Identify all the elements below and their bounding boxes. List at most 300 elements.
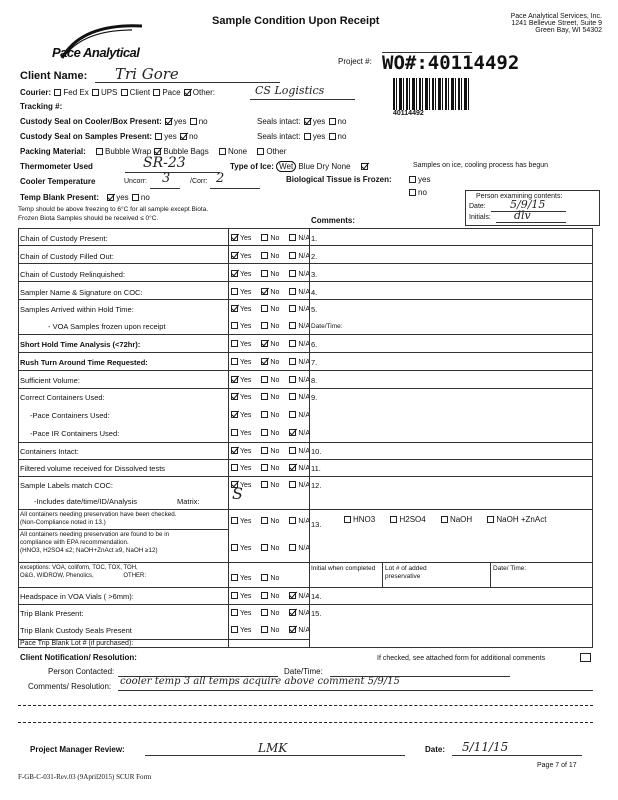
matrix-label: Matrix:	[177, 497, 200, 506]
row-15a-na-checkbox[interactable]	[289, 609, 296, 616]
courier-other-label: Other:	[192, 88, 216, 97]
row-10-num: 10.	[311, 447, 322, 456]
row-14-na-label: N/A	[298, 592, 311, 600]
row-9a-na-label: N/A	[298, 411, 311, 419]
company-city: Green Bay, WI 54302	[535, 27, 602, 34]
row-13b-options	[230, 544, 319, 552]
seal-cooler-intact-yes-checkbox[interactable]	[304, 118, 311, 125]
row-volume-options	[230, 376, 319, 384]
packing-label: Packing Material:	[20, 147, 86, 156]
row-9-yes-checkbox[interactable]	[231, 393, 238, 400]
courier-fedex-checkbox[interactable]	[54, 89, 61, 96]
seal-cooler-intact-no-label: no	[337, 117, 347, 126]
row-9b-yes-label: Yes	[240, 429, 252, 437]
temp-blank-yes-checkbox[interactable]	[107, 194, 114, 201]
row-labels-match-label: Sample Labels match COC:	[20, 481, 113, 490]
row-1-na-checkbox[interactable]	[289, 234, 296, 241]
pres-line-4: compliance with EPA recommendation.	[20, 538, 129, 546]
ice-note: Samples on ice, cooling process has begun	[413, 162, 549, 169]
seal-samples-intact-yes-label: yes	[312, 132, 326, 141]
tracking-label: Tracking #:	[20, 102, 63, 111]
courier-client-label: Client	[129, 88, 151, 97]
row-9-num: 9.	[311, 393, 318, 402]
seal-cooler-label: Custody Seal on Cooler/Box Present:	[20, 117, 162, 126]
seal-cooler-intact-yes-label: yes	[312, 117, 326, 126]
exceptions-line-1: exceptions: VOA, coliform, TOC, TOX, TOH,	[20, 565, 138, 571]
packing-other-label: Other	[266, 147, 287, 156]
row-15a-no-checkbox[interactable]	[261, 609, 268, 616]
row-15a-no-label: No	[270, 609, 280, 617]
seal-samples-intact-label: Seals intact:	[257, 132, 301, 141]
row-3-na-label: N/A	[298, 270, 311, 278]
examiner-label: Person examining contents:	[476, 193, 563, 200]
row-10-yes-label: Yes	[240, 447, 252, 455]
row-11-yes-label: Yes	[240, 464, 252, 472]
exceptions-datetime: Date/ Time:	[493, 565, 527, 572]
row-3-yes-label: Yes	[240, 270, 252, 278]
row-15b-na-checkbox[interactable]	[289, 626, 296, 633]
pm-date-value[interactable]: 5/11/15	[462, 740, 509, 754]
row-9-no-checkbox[interactable]	[261, 393, 268, 400]
row-9a-yes-label: Yes	[240, 411, 252, 419]
seal-cooler-no-checkbox[interactable]	[190, 118, 197, 125]
row-2-yes-checkbox[interactable]	[231, 252, 238, 259]
row-10-no-label: No	[270, 447, 280, 455]
row-9-na-checkbox[interactable]	[289, 393, 296, 400]
row-5-na-checkbox[interactable]	[289, 305, 296, 312]
row-coc-present-label: Chain of Custody Present:	[20, 234, 108, 243]
project-label: Project #:	[338, 57, 372, 66]
row-5-yes-label: Yes	[240, 305, 252, 313]
row-5-no-checkbox[interactable]	[261, 305, 268, 312]
row-coc-filled-options	[230, 252, 319, 260]
row-7-no-label: No	[270, 358, 280, 366]
row-4-no-checkbox[interactable]	[261, 288, 268, 295]
seal-cooler-intact-no-checkbox[interactable]	[329, 118, 336, 125]
row-containers-intact-options	[230, 447, 322, 456]
wo-number: WO#:40114492	[382, 52, 520, 74]
row-12-na-checkbox[interactable]	[289, 481, 296, 488]
row-hold-time-label: Samples Arrived within Hold Time:	[20, 305, 134, 314]
row-trip-lot-label: Pace Trip Blank Lot # (if purchased):	[20, 640, 134, 647]
row-2-no-checkbox[interactable]	[261, 252, 268, 259]
pres-line-1: All containers needing preservation have been checked.	[20, 511, 177, 518]
row-sampler-name-options	[230, 288, 319, 296]
row-11-no-checkbox[interactable]	[261, 464, 268, 471]
bio-frozen-label: Biological Tissue is Frozen:	[286, 175, 392, 184]
row-10-na-checkbox[interactable]	[289, 447, 296, 454]
packing-bubble-bags-label: Bubble Bags	[163, 147, 209, 156]
row-13a-no-label: No	[270, 517, 280, 525]
row-13b-yes-checkbox[interactable]	[231, 544, 238, 551]
row-15b-no-label: No	[270, 626, 280, 634]
row-4-num: 4.	[311, 288, 318, 297]
row-1-no-checkbox[interactable]	[261, 234, 268, 241]
comments-resolution-label: Comments/ Resolution:	[28, 682, 112, 691]
corr-value[interactable]: 2	[216, 171, 225, 186]
comments-resolution-value[interactable]: cooler temp 3 all temps acquire above comment 5/9/15	[120, 676, 400, 687]
row-5-yes-checkbox[interactable]	[231, 305, 238, 312]
row-9a-na-checkbox[interactable]	[289, 411, 296, 418]
row-13b-no-checkbox[interactable]	[261, 544, 268, 551]
temp-blank-no-label: no	[140, 193, 150, 202]
seal-samples-intact-no-label: no	[337, 132, 347, 141]
row-13a-options	[230, 517, 319, 525]
uncorr-label: Uncorr:	[124, 178, 147, 185]
ice-wet-option[interactable]: Wet	[276, 161, 296, 172]
row-1-yes-checkbox[interactable]	[231, 234, 238, 241]
examiner-date-value[interactable]: 5/9/15	[510, 198, 546, 211]
thermometer-value[interactable]: SR-23	[143, 155, 186, 171]
courier-ups-checkbox[interactable]	[92, 89, 99, 96]
seal-cooler-intact-label: Seals intact:	[257, 117, 301, 126]
pres-naoh-checkbox[interactable]	[441, 516, 448, 523]
row-voa-frozen-label: - VOA Samples frozen upon receipt	[48, 322, 166, 331]
row-9b-yes-checkbox[interactable]	[231, 429, 238, 436]
row-coc-relinquished-options	[230, 270, 319, 278]
row-trip-blank-label: Trip Blank Present:	[20, 609, 84, 618]
row-13a-na-label: N/A	[298, 517, 311, 525]
packing-bubble-wrap-label: Bubble Wrap	[105, 147, 152, 156]
temp-blank-no-checkbox[interactable]	[132, 194, 139, 201]
row-2-no-label: No	[270, 252, 280, 260]
ice-type-label: Type of Ice:	[230, 162, 274, 171]
row-short-hold-options	[230, 340, 319, 348]
row-4-na-checkbox[interactable]	[289, 288, 296, 295]
seal-samples-yes-checkbox[interactable]	[155, 133, 162, 140]
examiner-initials-value[interactable]: dlv	[514, 209, 531, 222]
row-14-no-label: No	[270, 592, 280, 600]
bio-frozen-yes	[408, 175, 430, 184]
row-headspace-options	[230, 592, 322, 601]
pres-hno3-label: HNO3	[353, 515, 376, 524]
ice-cooling-checkbox[interactable]	[361, 163, 368, 170]
cooler-temp-label: Cooler Temperature	[20, 177, 96, 186]
row-15a-yes-label: Yes	[240, 609, 252, 617]
row-5-no-label: No	[270, 305, 280, 313]
row-11-na-label: N/A	[298, 464, 311, 472]
company-name: Pace Analytical Services, Inc.	[510, 13, 602, 20]
wo-small-number: 40114492	[393, 110, 424, 117]
thermometer-label: Thermometer Used	[20, 162, 93, 171]
row-5b-no-checkbox[interactable]	[261, 322, 268, 329]
pres-h2so4-label: H2SO4	[399, 515, 426, 524]
row-2-na-label: N/A	[298, 252, 311, 260]
wo-rule	[382, 52, 472, 53]
row-14-yes-label: Yes	[240, 592, 252, 600]
lot-preservative: Lot # of added preservative	[385, 565, 427, 580]
bio-yes-checkbox[interactable]	[409, 176, 416, 183]
row-3-na-checkbox[interactable]	[289, 270, 296, 277]
row-7-yes-checkbox[interactable]	[231, 358, 238, 365]
row-15b-yes-checkbox[interactable]	[231, 626, 238, 633]
row-4-yes-checkbox[interactable]	[231, 288, 238, 295]
ice-dry-option[interactable]: Dry	[316, 162, 330, 171]
row-includes-label: -Includes date/time/ID/Analysis	[34, 497, 137, 506]
row-2-na-checkbox[interactable]	[289, 252, 296, 259]
examiner-box	[465, 190, 600, 226]
row-pace-ir-options	[230, 429, 319, 437]
row-12-na-label: N/A	[298, 481, 311, 489]
page-number: Page 7 of 17	[537, 762, 577, 769]
row-5-na-label: N/A	[298, 305, 311, 313]
pace-swoosh-icon	[22, 18, 172, 68]
row-14-no-checkbox[interactable]	[261, 592, 268, 599]
row-labels-match-options	[230, 481, 322, 490]
row-9b-na-label: N/A	[298, 429, 311, 437]
row-9b-na-checkbox[interactable]	[289, 429, 296, 436]
form-id: F-GB-C-031-Rev.03 (9April2015) SCUR Form	[18, 773, 152, 781]
row-9a-no-label: No	[270, 411, 280, 419]
row-14-yes-checkbox[interactable]	[231, 592, 238, 599]
notification-checkbox[interactable]	[580, 653, 591, 662]
row-coc-present-options	[230, 234, 319, 242]
row-7-yes-label: Yes	[240, 358, 252, 366]
row-11-na-checkbox[interactable]	[289, 464, 296, 471]
exceptions-yes-checkbox[interactable]	[231, 574, 238, 581]
row-3-num: 3.	[311, 270, 318, 279]
seal-samples-intact-yes-checkbox[interactable]	[304, 133, 311, 140]
row-12-num: 12.	[311, 481, 322, 490]
ice-type-row	[230, 162, 370, 171]
row-coc-filled-label: Chain of Custody Filled Out:	[20, 252, 114, 261]
courier-ups-label: UPS	[100, 88, 118, 97]
exceptions-yes-label: Yes	[240, 574, 252, 582]
row-trip-blank-options	[230, 609, 322, 618]
exceptions-line-2: O&G, WIDROW, Phenolics,	[20, 572, 94, 579]
row-13b-yes-label: Yes	[240, 544, 252, 552]
packing-other-checkbox[interactable]	[257, 148, 264, 155]
seal-cooler-yes-checkbox[interactable]	[165, 118, 172, 125]
row-7-na-label: N/A	[298, 358, 311, 366]
row-14-na-checkbox[interactable]	[289, 592, 296, 599]
seal-cooler-no-label: no	[198, 117, 208, 126]
row-3-no-checkbox[interactable]	[261, 270, 268, 277]
temp-blank-yes-label: yes	[116, 193, 129, 202]
seal-cooler-yes-label: yes	[174, 117, 187, 126]
row-12-no-label: No	[270, 481, 280, 489]
examiner-initials-label: Initials:	[469, 214, 491, 221]
row-15b-yes-label: Yes	[240, 626, 252, 634]
row-7-na-checkbox[interactable]	[289, 358, 296, 365]
pres-naoh-label: NaOH	[449, 515, 473, 524]
pres-naoh-znact-checkbox[interactable]	[487, 516, 494, 523]
row-9-na-label: N/A	[298, 393, 311, 401]
logo-text: Pace Analytical	[52, 45, 140, 60]
notification-note: If checked, see attached form for additional comments	[377, 655, 546, 662]
row-headspace-label: Headspace in VOA Vials ( >6mm):	[20, 592, 134, 601]
row-correct-containers-label: Correct Containers Used:	[20, 393, 105, 402]
pace-logo	[22, 18, 172, 68]
row-pace-containers-options	[230, 411, 319, 419]
pres-hno3-checkbox[interactable]	[344, 516, 351, 523]
row-pace-containers-label: -Pace Containers Used:	[30, 411, 110, 420]
row-volume-label: Sufficient Volume:	[20, 376, 80, 385]
seal-cooler-row	[20, 117, 208, 126]
row-7-no-checkbox[interactable]	[261, 358, 268, 365]
courier-other-checkbox[interactable]	[184, 89, 191, 96]
seal-samples-intact-no-checkbox[interactable]	[329, 133, 336, 140]
client-name-value[interactable]: Tri Gore	[115, 65, 179, 83]
company-address	[490, 13, 602, 34]
temp-blank-row	[20, 193, 150, 202]
temp-note-2: Frozen Biota Samples should be received ≤ 0°C.	[18, 215, 159, 222]
row-15-num: 15.	[311, 609, 322, 618]
row-filtered-options	[230, 464, 319, 472]
seal-samples-intact	[257, 132, 346, 141]
row-4-na-label: N/A	[298, 288, 311, 296]
row-10-na-label: N/A	[298, 447, 311, 455]
row-11-num: 11.	[311, 464, 321, 473]
seal-samples-no-checkbox[interactable]	[180, 133, 187, 140]
row-5b-datetime: Date/Time:	[311, 323, 343, 330]
matrix-value[interactable]: S	[232, 484, 243, 503]
ice-none-option[interactable]: None	[331, 162, 351, 171]
row-4-yes-label: Yes	[240, 288, 252, 296]
row-13b-na-label: N/A	[298, 544, 311, 552]
row-5b-yes-checkbox[interactable]	[231, 322, 238, 329]
exceptions-other: OTHER:	[123, 572, 147, 579]
pres-h2so4-checkbox[interactable]	[390, 516, 397, 523]
bio-yes-label: yes	[418, 175, 431, 184]
ice-blue-option[interactable]: Blue	[298, 162, 315, 171]
row-5-num: 5.	[311, 305, 318, 314]
row-11-yes-checkbox[interactable]	[231, 464, 238, 471]
row-13-num: 13.	[311, 520, 322, 529]
preservation-text	[20, 511, 176, 527]
pres-line-2: (Non-Compliance noted in 13.)	[20, 518, 106, 526]
wo-barcode	[393, 78, 471, 110]
row-voa-frozen-options	[230, 322, 319, 330]
seal-samples-row	[20, 132, 198, 141]
row-12-no-checkbox[interactable]	[261, 481, 268, 488]
row-11-no-label: No	[270, 464, 280, 472]
courier-row	[20, 88, 215, 97]
examiner-date-label: Date:	[469, 203, 486, 210]
row-trip-seals-label: Trip Blank Custody Seals Present	[20, 626, 132, 635]
packing-none-checkbox[interactable]	[219, 148, 226, 155]
row-containers-intact-label: Containers Intact:	[20, 447, 79, 456]
row-7-num: 7.	[311, 358, 318, 367]
uncorr-value[interactable]: 3	[162, 171, 171, 186]
row-8-no-label: No	[270, 376, 280, 384]
courier-other-value[interactable]: CS Logistics	[255, 84, 325, 97]
row-3-yes-checkbox[interactable]	[231, 270, 238, 277]
courier-client-checkbox[interactable]	[121, 89, 128, 96]
row-2-yes-label: Yes	[240, 252, 252, 260]
client-name-label: Client Name:	[20, 70, 88, 82]
person-contacted-label: Person Contacted:	[48, 667, 115, 676]
comments-label: Comments:	[311, 216, 356, 225]
row-sampler-name-label: Sampler Name & Signature on COC:	[20, 288, 143, 297]
row-13a-no-checkbox[interactable]	[261, 517, 268, 524]
initial-completed: Initial when completed	[311, 565, 376, 572]
row-9-no-label: No	[270, 393, 280, 401]
courier-label: Courier:	[20, 88, 52, 97]
courier-pace-checkbox[interactable]	[153, 89, 160, 96]
row-6-yes-label: Yes	[240, 340, 252, 348]
row-8-no-checkbox[interactable]	[261, 376, 268, 383]
row-short-hold-label: Short Hold Time Analysis (<72hr):	[20, 340, 141, 349]
bio-frozen-no	[408, 188, 427, 197]
seal-samples-label: Custody Seal on Samples Present:	[20, 132, 153, 141]
row-10-yes-checkbox[interactable]	[231, 447, 238, 454]
row-9b-no-label: No	[270, 429, 280, 437]
row-5b-yes-label: Yes	[240, 322, 252, 330]
exceptions-no-checkbox[interactable]	[261, 574, 268, 581]
courier-pace-label: Pace	[162, 88, 181, 97]
row-13a-yes-checkbox[interactable]	[231, 517, 238, 524]
row-6-no-checkbox[interactable]	[261, 340, 268, 347]
row-9a-no-checkbox[interactable]	[261, 411, 268, 418]
row-6-na-label: N/A	[298, 340, 311, 348]
packing-bubble-wrap-checkbox[interactable]	[96, 148, 103, 155]
row-8-num: 8.	[311, 376, 318, 385]
preservation-text-2	[20, 531, 169, 554]
row-5b-no-label: No	[270, 322, 280, 330]
row-1-no-label: No	[270, 234, 280, 242]
bio-no-checkbox[interactable]	[409, 189, 416, 196]
row-6-yes-checkbox[interactable]	[231, 340, 238, 347]
notification-datetime-label: Date/Time:	[284, 667, 323, 676]
row-1-num: 1.	[311, 234, 318, 243]
row-6-na-checkbox[interactable]	[289, 340, 296, 347]
row-5b-na-checkbox[interactable]	[289, 322, 296, 329]
row-15a-yes-checkbox[interactable]	[231, 609, 238, 616]
row-6-num: 6.	[311, 340, 318, 349]
row-4-no-label: No	[270, 288, 280, 296]
row-13a-yes-label: Yes	[240, 517, 252, 525]
bio-no-label: no	[418, 188, 427, 197]
pm-signature[interactable]: LMK	[258, 741, 288, 755]
row-8-yes-label: Yes	[240, 376, 252, 384]
row-13a-na-checkbox[interactable]	[289, 517, 296, 524]
seal-samples-no-label: no	[188, 132, 198, 141]
row-6-no-label: No	[270, 340, 280, 348]
row-12-yes-label: Yes	[240, 481, 252, 489]
seal-cooler-intact	[257, 117, 346, 126]
row-13b-na-checkbox[interactable]	[289, 544, 296, 551]
row-10-no-checkbox[interactable]	[261, 447, 268, 454]
row-14-num: 14.	[311, 592, 322, 601]
packing-none-label: None	[228, 147, 248, 156]
row-13b-no-label: No	[270, 544, 280, 552]
pres-line-5: (HNO3, H2SO4 ≤2; NaOH+ZnAct ≥9, NaOH ≥12)	[20, 546, 158, 554]
company-street: 1241 Bellevue Street, Suite 9	[511, 20, 602, 27]
row-trip-seals-options	[230, 626, 319, 634]
row-15b-no-checkbox[interactable]	[261, 626, 268, 633]
packing-bubble-bags-checkbox[interactable]	[154, 148, 161, 155]
exceptions-no-label: No	[270, 574, 280, 582]
row-9b-no-checkbox[interactable]	[261, 429, 268, 436]
exceptions-text	[20, 565, 146, 580]
row-15b-na-label: N/A	[298, 626, 311, 634]
row-8-na-checkbox[interactable]	[289, 376, 296, 383]
row-15a-na-label: N/A	[298, 609, 311, 617]
row-rush-label: Rush Turn Around Time Requested:	[20, 358, 148, 367]
form-title: Sample Condition Upon Receipt	[212, 15, 380, 27]
row-1-yes-label: Yes	[240, 234, 252, 242]
row-correct-containers-options	[230, 393, 319, 401]
pm-review-label: Project Manager Review:	[30, 745, 125, 754]
row-2-num: 2.	[311, 252, 318, 261]
pres-line-3: All containers needing preservation are found to be in	[20, 531, 170, 538]
row-5b-na-label: N/A	[298, 322, 311, 330]
pres-naoh-znact-label: NaOH +ZnAct	[496, 515, 547, 524]
row-8-na-label: N/A	[298, 376, 311, 384]
row-9a-yes-checkbox[interactable]	[231, 411, 238, 418]
row-8-yes-checkbox[interactable]	[231, 376, 238, 383]
